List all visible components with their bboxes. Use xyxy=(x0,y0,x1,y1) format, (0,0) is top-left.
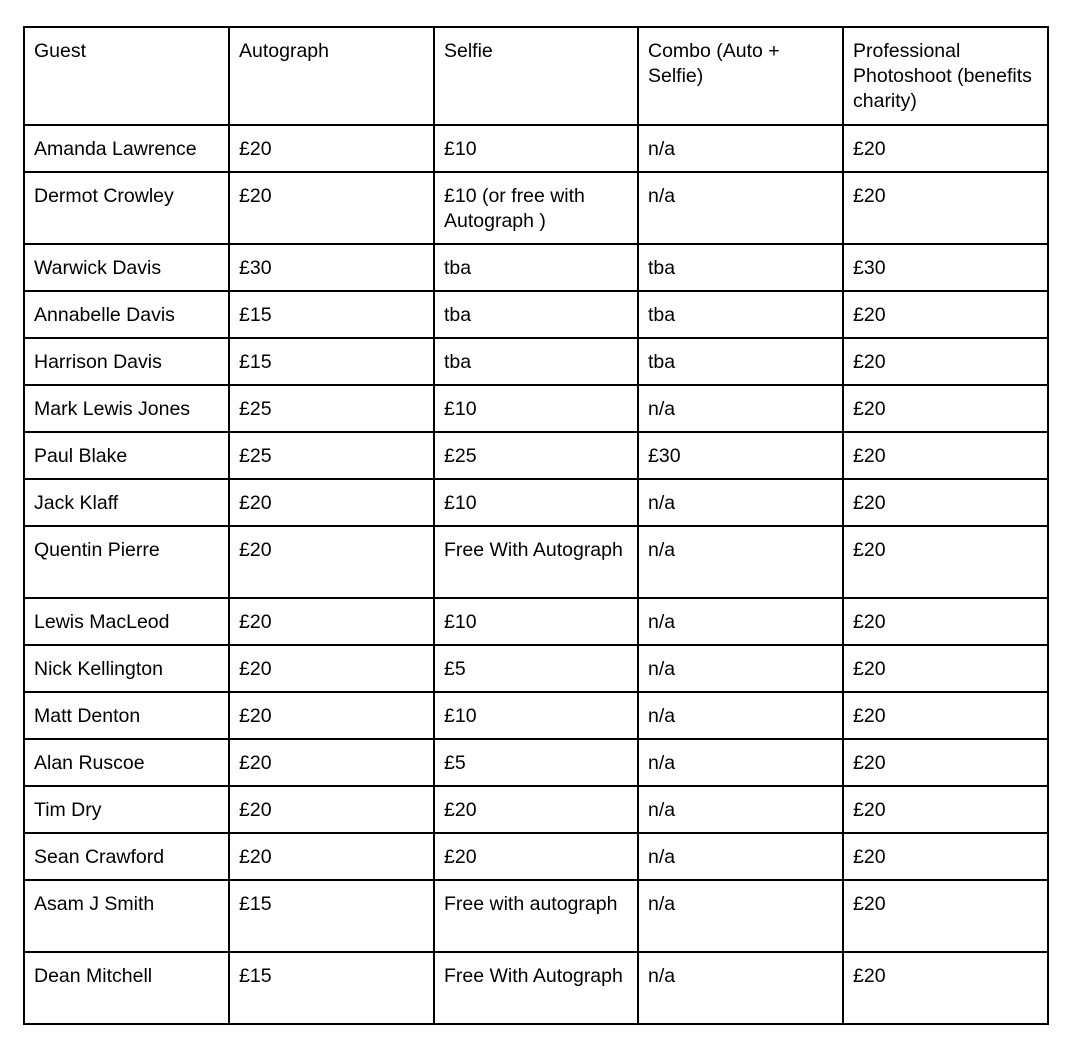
table-row xyxy=(24,952,1048,1024)
table-row xyxy=(24,125,1048,172)
guest-cell: Asam J Smith xyxy=(24,880,229,952)
table-row xyxy=(24,526,1048,598)
photoshoot-cell: £20 xyxy=(843,432,1048,479)
autograph-cell: £20 xyxy=(229,479,434,526)
table-row xyxy=(24,833,1048,880)
guest-cell: Amanda Lawrence xyxy=(24,125,229,172)
combo-cell: tba xyxy=(638,338,843,385)
combo-cell: n/a xyxy=(638,739,843,786)
selfie-cell: Free With Autograph xyxy=(434,952,638,1024)
combo-cell: n/a xyxy=(638,833,843,880)
header-combo: Combo (Auto + Selfie) xyxy=(638,27,843,125)
table-row xyxy=(24,385,1048,432)
autograph-cell: £20 xyxy=(229,598,434,645)
combo-cell: n/a xyxy=(638,598,843,645)
combo-cell: n/a xyxy=(638,645,843,692)
combo-cell: tba xyxy=(638,244,843,291)
autograph-cell: £15 xyxy=(229,880,434,952)
photoshoot-cell: £20 xyxy=(843,125,1048,172)
table-row xyxy=(24,172,1048,244)
header-photoshoot: Professional Photoshoot (benefits charity) xyxy=(843,27,1048,125)
table-row xyxy=(24,291,1048,338)
guest-pricing-table xyxy=(23,26,1049,1025)
photoshoot-cell: £20 xyxy=(843,172,1048,244)
selfie-cell: £10 xyxy=(434,479,638,526)
autograph-cell: £20 xyxy=(229,125,434,172)
table-row xyxy=(24,739,1048,786)
photoshoot-cell: £20 xyxy=(843,479,1048,526)
combo-cell: n/a xyxy=(638,479,843,526)
table-row xyxy=(24,786,1048,833)
selfie-cell: tba xyxy=(434,291,638,338)
guest-cell: Nick Kellington xyxy=(24,645,229,692)
photoshoot-cell: £20 xyxy=(843,880,1048,952)
table-row xyxy=(24,479,1048,526)
photoshoot-cell: £30 xyxy=(843,244,1048,291)
selfie-cell: £5 xyxy=(434,739,638,786)
table-row xyxy=(24,338,1048,385)
photoshoot-cell: £20 xyxy=(843,833,1048,880)
combo-cell: n/a xyxy=(638,172,843,244)
guest-cell: Lewis MacLeod xyxy=(24,598,229,645)
header-autograph: Autograph xyxy=(229,27,434,125)
photoshoot-cell: £20 xyxy=(843,952,1048,1024)
guest-cell: Harrison Davis xyxy=(24,338,229,385)
table-row xyxy=(24,598,1048,645)
combo-cell: n/a xyxy=(638,125,843,172)
combo-cell: n/a xyxy=(638,385,843,432)
guest-cell: Mark Lewis Jones xyxy=(24,385,229,432)
photoshoot-cell: £20 xyxy=(843,786,1048,833)
guest-cell: Quentin Pierre xyxy=(24,526,229,598)
autograph-cell: £20 xyxy=(229,526,434,598)
selfie-cell: £20 xyxy=(434,833,638,880)
combo-cell: n/a xyxy=(638,786,843,833)
guest-cell: Matt Denton xyxy=(24,692,229,739)
guest-cell: Annabelle Davis xyxy=(24,291,229,338)
autograph-cell: £20 xyxy=(229,739,434,786)
guest-cell: Jack Klaff xyxy=(24,479,229,526)
guest-cell: Paul Blake xyxy=(24,432,229,479)
selfie-cell: £10 xyxy=(434,385,638,432)
photoshoot-cell: £20 xyxy=(843,645,1048,692)
combo-cell: n/a xyxy=(638,526,843,598)
autograph-cell: £25 xyxy=(229,385,434,432)
guest-cell: Sean Crawford xyxy=(24,833,229,880)
combo-cell: tba xyxy=(638,291,843,338)
table-row xyxy=(24,432,1048,479)
photoshoot-cell: £20 xyxy=(843,739,1048,786)
selfie-cell: Free with autograph xyxy=(434,880,638,952)
selfie-cell: £25 xyxy=(434,432,638,479)
selfie-cell: tba xyxy=(434,338,638,385)
photoshoot-cell: £20 xyxy=(843,526,1048,598)
guest-cell: Tim Dry xyxy=(24,786,229,833)
autograph-cell: £15 xyxy=(229,952,434,1024)
autograph-cell: £15 xyxy=(229,338,434,385)
combo-cell: n/a xyxy=(638,880,843,952)
autograph-cell: £15 xyxy=(229,291,434,338)
selfie-cell: Free With Autograph xyxy=(434,526,638,598)
selfie-cell: £10 xyxy=(434,125,638,172)
guest-cell: Warwick Davis xyxy=(24,244,229,291)
guest-cell: Alan Ruscoe xyxy=(24,739,229,786)
selfie-cell: £10 (or free with Autograph ) xyxy=(434,172,638,244)
guest-cell: Dean Mitchell xyxy=(24,952,229,1024)
selfie-cell: tba xyxy=(434,244,638,291)
autograph-cell: £20 xyxy=(229,833,434,880)
autograph-cell: £30 xyxy=(229,244,434,291)
autograph-cell: £20 xyxy=(229,172,434,244)
combo-cell: £30 xyxy=(638,432,843,479)
photoshoot-cell: £20 xyxy=(843,291,1048,338)
autograph-cell: £25 xyxy=(229,432,434,479)
table-row xyxy=(24,244,1048,291)
photoshoot-cell: £20 xyxy=(843,385,1048,432)
autograph-cell: £20 xyxy=(229,692,434,739)
photoshoot-cell: £20 xyxy=(843,692,1048,739)
combo-cell: n/a xyxy=(638,692,843,739)
selfie-cell: £10 xyxy=(434,692,638,739)
selfie-cell: £10 xyxy=(434,598,638,645)
photoshoot-cell: £20 xyxy=(843,338,1048,385)
selfie-cell: £20 xyxy=(434,786,638,833)
header-selfie: Selfie xyxy=(434,27,638,125)
table-row xyxy=(24,645,1048,692)
selfie-cell: £5 xyxy=(434,645,638,692)
photoshoot-cell: £20 xyxy=(843,598,1048,645)
guest-cell: Dermot Crowley xyxy=(24,172,229,244)
autograph-cell: £20 xyxy=(229,645,434,692)
header-row xyxy=(24,27,1048,125)
header-guest: Guest xyxy=(24,27,229,125)
table-row xyxy=(24,880,1048,952)
table-row xyxy=(24,692,1048,739)
autograph-cell: £20 xyxy=(229,786,434,833)
combo-cell: n/a xyxy=(638,952,843,1024)
